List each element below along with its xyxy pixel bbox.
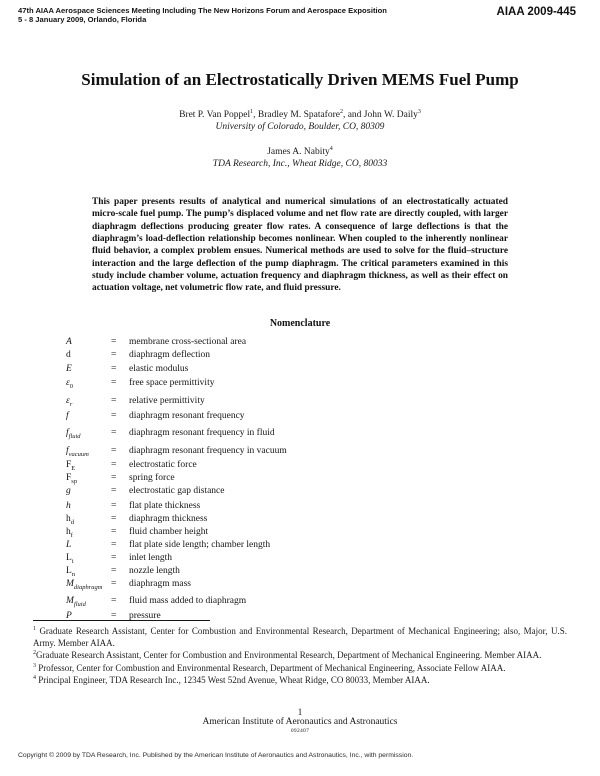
nomenclature-row [66,565,536,578]
footnote-marker: 3 [33,662,36,669]
equals-sign: = [111,411,117,421]
symbol: $h_d$ [66,514,74,526]
equals-sign: = [111,540,117,550]
equals-sign: = [111,553,117,563]
nomenclature-row [66,513,536,526]
author-footnote-marker: 1 [250,108,254,115]
affiliation-tda: TDA Research, Inc., Wheat Ridge, CO, 80033 [212,159,388,170]
document-code: 092407 [290,728,310,734]
symbol-description: electrostatic force [129,460,197,470]
symbol-description: fluid chamber height [129,527,209,537]
equals-sign: = [111,337,117,347]
nomenclature-heading: Nomenclature [269,318,331,329]
symbol: g [66,486,71,496]
author-footnote-marker: 2 [339,108,343,115]
byline-tda [0,146,600,171]
nomenclature-row [66,395,536,408]
page-footer [0,707,600,735]
symbol-description: diaphragm resonant frequency [129,411,245,421]
symbol: $L_i$ [66,553,74,565]
institute-name: American Institute of Aeronautics and Astronautics [202,717,398,727]
symbol: $h_f$ [66,527,73,539]
symbol-description: diaphragm thickness [129,514,208,524]
footnote: $^2$Graduate Research Assistant, Center for Combustion and Environmental Research, Department of Mechanical Engineering. Member AIAA. [33,650,542,661]
nomenclature-row [66,578,536,591]
symbol-description: diaphragm deflection [129,350,210,360]
footnote: $^1$ Graduate Research Assistant, Center for Combustion and Environmental Research, Department of Mechanical Engineering; also, Major, U.S. Army. Member AIAA. [33,626,567,649]
symbol-description: free space permittivity [129,378,215,388]
nomenclature-row [66,427,536,440]
abstract-text: This paper presents results of analytical and numerical simulations of an electrostatically actuated micro-scale fuel pump. The pump’s displaced volume and net flow rate are directly coupled, with larger diaphragm deflections producing greater flow rates. A consequence of large deflections is that the diaphragm’s load-deflection relationship becomes nonlinear. When coupled to the inherently nonlinear fluid behavior, a complex problem ensues. Numerical methods are used to solve for the fluid–structure interaction and the large deflection of the pump diaphragm. The critical parameters examined in this study include chamber volume, actuation frequency and diaphragm thickness, as well as their effect on actuation voltage, net volumetric flow rate, and fluid pressure. [92,197,508,294]
symbol: $M_{diaphragm}$ [66,579,103,591]
byline-university [0,109,600,134]
equals-sign: = [111,514,117,524]
footnote: $^4$ Principal Engineer, TDA Research Inc., 12345 West 52nd Avenue, Wheat Ridge, CO 80033, Member AIAA. [33,674,430,685]
author-footnote-marker: 4 [329,145,333,152]
symbol-description: inlet length [129,553,173,563]
author-footnote-marker: 3 [417,108,421,115]
symbol: $F_{sp}$ [66,473,78,485]
symbol: P [66,611,72,621]
footnote-marker: 2 [33,650,36,657]
conference-date-location: 5 - 8 January 2009, Orlando, Florida [18,14,147,24]
equals-sign: = [111,350,117,360]
nomenclature-row [66,445,536,458]
symbol-description: nozzle length [129,566,180,576]
symbol-description: membrane cross-sectional area [129,337,247,347]
equals-sign: = [111,566,117,576]
nomenclature-list [66,336,536,623]
footnote-marker: 1 [33,626,36,632]
symbol: A [66,337,72,347]
nomenclature-row [66,610,536,623]
symbol: $\varepsilon_r$ [66,396,73,408]
equals-sign: = [111,378,117,388]
symbol-description: elastic modulus [129,364,189,374]
equals-sign: = [111,611,117,621]
symbol: $f_{fluid}$ [66,428,81,440]
nomenclature-row [66,336,536,349]
symbol: $M_{fluid}$ [66,596,86,608]
equals-sign: = [111,596,117,606]
paper-number: AIAA 2009-445 [496,6,576,18]
nomenclature-row [66,595,536,608]
footnote: $^3$ Professor, Center for Combustion and Environmental Research, Department of Mechanical Engineering, Associate Fellow AIAA. [33,662,506,673]
symbol-description: electrostatic gap distance [129,486,225,496]
symbol: d [66,350,71,360]
nomenclature-row [66,377,536,390]
equals-sign: = [111,501,117,511]
equals-sign: = [111,527,117,537]
symbol: L [66,540,72,550]
symbol-description: relative permittivity [129,396,205,406]
nomenclature-row [66,349,536,362]
copyright-notice: Copyright © 2009 by TDA Research, Inc. Published by the American Institute of Aeronautics and Astronautics, Inc., with permission. [18,752,414,759]
symbol-description: spring force [129,473,175,483]
authors-line: Bret P. Van Poppel$^1$, Bradley M. Spatafore$^2$, and John W. Daily$^3$ [179,108,421,120]
conference-name: 47th AIAA Aerospace Sciences Meeting Including The New Horizons Forum and Aerospace Exposition [18,6,387,15]
equals-sign: = [111,364,117,374]
nomenclature-row [66,485,536,498]
footnote-separator [33,620,210,621]
nomenclature-row [66,363,536,376]
symbol: E [66,364,72,374]
equals-sign: = [111,486,117,496]
symbol-description: diaphragm mass [129,579,192,589]
symbol: f [66,411,69,421]
page-title: Simulation of an Electrostatically Driven MEMS Fuel Pump [81,70,519,89]
equals-sign: = [111,579,117,589]
author-line-nabity: James A. Nabity$^4$ [267,145,333,157]
symbol-description: pressure [129,611,161,621]
symbol-description: diaphragm resonant frequency in vacuum [129,446,287,456]
footnotes [33,625,567,686]
symbol: $F_E$ [66,460,76,472]
conference-header [18,7,468,25]
symbol-description: flat plate side length; chamber length [129,540,271,550]
symbol-description: flat plate thickness [129,501,201,511]
symbol: $f_{vacuum}$ [66,446,89,458]
nomenclature-row [66,410,536,423]
symbol-description: fluid mass added to diaphragm [129,596,247,606]
affiliation-university: University of Colorado, Boulder, CO, 80309 [215,122,385,133]
equals-sign: = [111,428,117,438]
nomenclature-row [66,472,536,485]
equals-sign: = [111,460,117,470]
nomenclature-row [66,539,536,552]
nomenclature-row [66,500,536,513]
equals-sign: = [111,473,117,483]
nomenclature-row [66,459,536,472]
symbol: $L_n$ [66,566,76,578]
nomenclature-row [66,526,536,539]
page-number: 1 [297,707,303,717]
symbol-description: diaphragm resonant frequency in fluid [129,428,275,438]
symbol: $\varepsilon_0$ [66,378,73,390]
nomenclature-row [66,552,536,565]
equals-sign: = [111,396,117,406]
footnote-marker: 4 [33,674,36,681]
equals-sign: = [111,446,117,456]
symbol: h [66,501,71,511]
